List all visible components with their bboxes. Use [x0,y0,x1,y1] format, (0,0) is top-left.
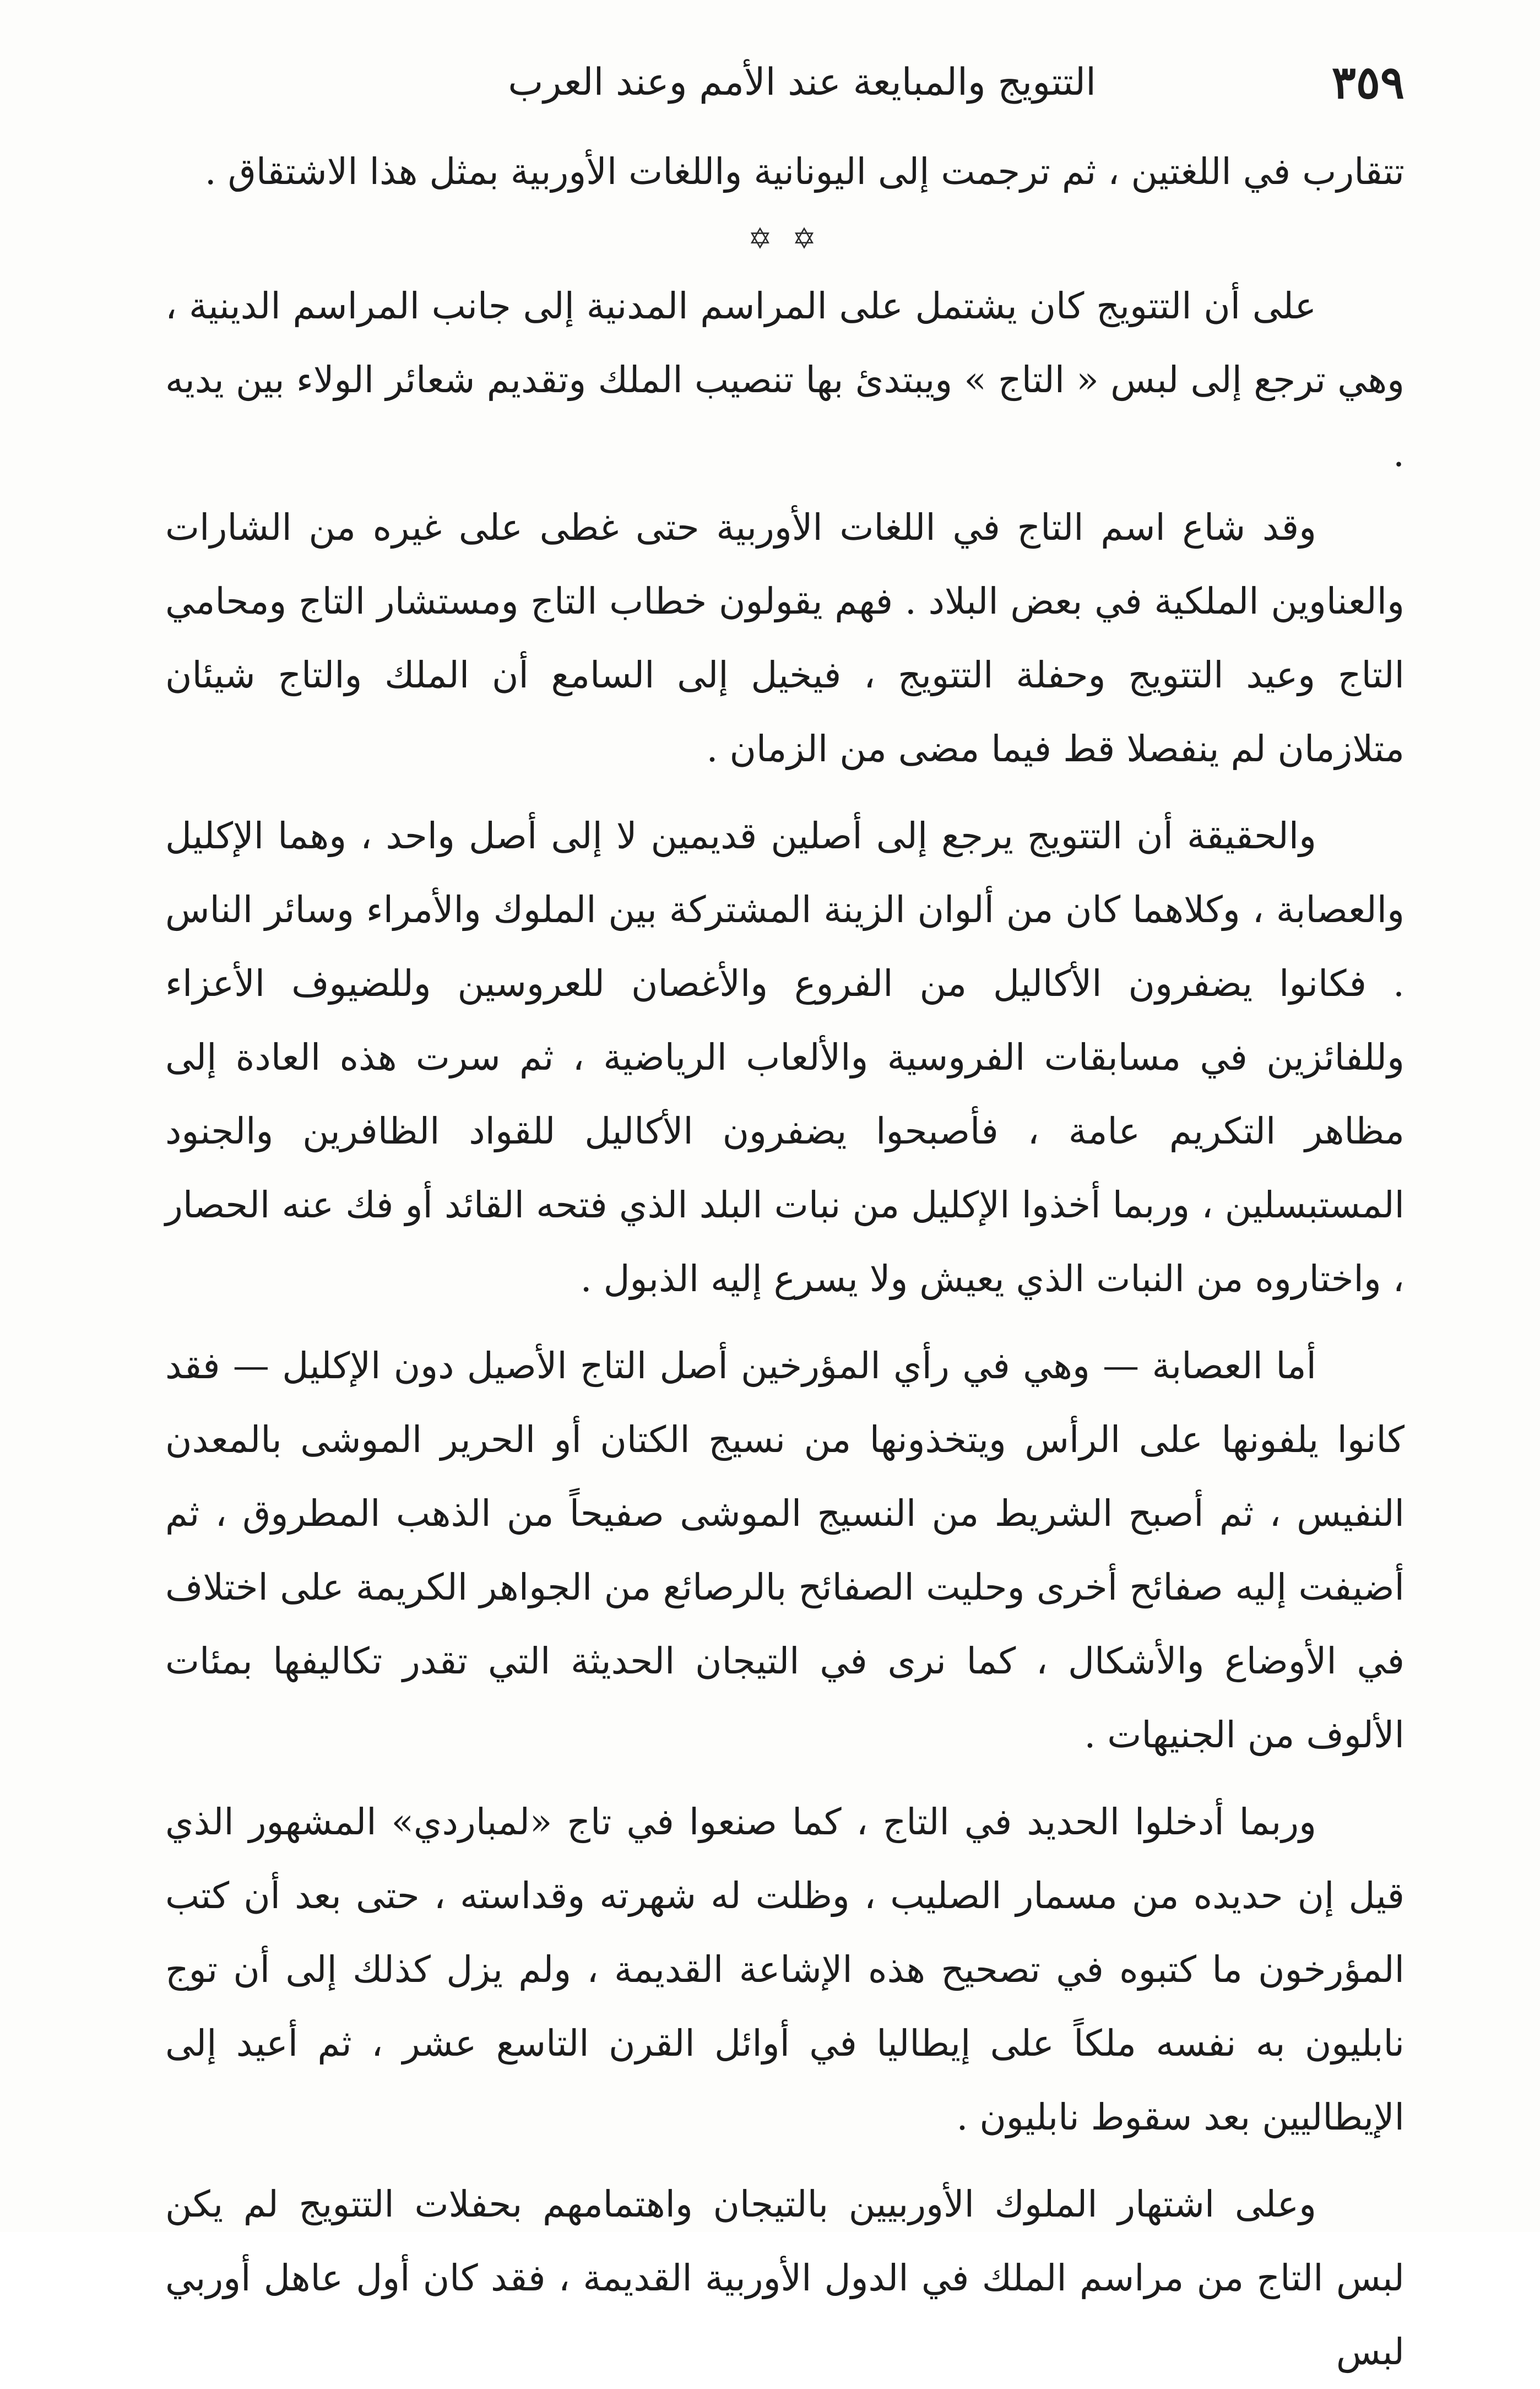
paragraph: وربما أدخلوا الحديد في التاج ، كما صنعوا في تاج «لمباردي» المشهور الذي قيل إن حديده من مسمار الصليب ، وظلت له شهرته وقداسته ، حتى بعد أن كتب المؤرخون ما كتبوه في تصحيح هذه الإشاعة القديمة ، ولم يزل كذلك إلى أن توج نابليون به نفسه ملكاً على إيطاليا في أوائل القرن التاسع عشر ، ثم أعيد إلى الإيطاليين بعد سقوط نابليون . [165,1801,1405,2138]
running-header [165,52,1405,113]
paragraph-continued: تتقارب في اللغتين ، ثم ترجمت إلى اليونانية واللغات الأوربية بمثل هذا الاشتقاق . [204,150,1405,193]
body-text [165,135,1405,2389]
paragraph: والحقيقة أن التتويج يرجع إلى أصلين قديمين لا إلى أصل واحد ، وهما الإكليل والعصابة ، وكلاهما كان من ألوان الزينة المشتركة بين الملوك والأمراء وسائر الناس . فكانوا يضفرون الأكاليل من الفروع والأغصان للعروسين وللضيوف الأعزاء وللفائزين في مسابقات الفروسية والألعاب الرياضية ، ثم سرت هذه العادة إلى مظاهر التكريم عامة ، فأصبحوا يضفرون الأكاليل للقواد الظافرين والجنود المستبسلين ، وربما أخذوا الإكليل من نبات البلد الذي فتحه القائد أو فك عنه الحصار ، واختاروه من النبات الذي يعيش ولا يسرع إليه الذبول . [165,815,1405,1300]
page-number: ٣٥٩ [1331,56,1405,109]
running-title: التتويج والمبايعة عند الأمم وعند العرب [508,61,1096,104]
section-ornament-icon: ✡ ✡ [748,223,822,256]
paragraph: على أن التتويج كان يشتمل على المراسم المدنية إلى جانب المراسم الدينية ، وهي ترجع إلى لبس « التاج » ويبتدئ بها تنصيب الملك وتقديم شعائر الولاء بين يديه . [165,285,1405,475]
paragraph: وقد شاع اسم التاج في اللغات الأوربية حتى غطى على غيره من الشارات والعناوين الملكية في بعض البلاد . فهم يقولون خطاب التاج ومستشار التاج ومحامي التاج وعيد التتويج وحفلة التتويج ، فيخيل إلى السامع أن الملك والتاج شيئان متلازمان لم ينفصلا قط فيما مضى من الزمان . [165,506,1405,770]
paragraph: أما العصابة — وهي في رأي المؤرخين أصل التاج الأصيل دون الإكليل — فقد كانوا يلفونها على الرأس ويتخذونها من نسيج الكتان أو الحرير الموشى بالمعدن النفيس ، ثم أصبح الشريط من النسيج الموشى صفيحاً من الذهب المطروق ، ثم أضيفت إليه صفائح أخرى وحليت الصفائح بالرصائع من الجواهر الكريمة على اختلاف في الأوضاع والأشكال ، كما نرى في التيجان الحديثة التي تقدر تكاليفها بمئات الألوف من الجنيهات . [165,1345,1405,1756]
paragraph: وعلى اشتهار الملوك الأوربيين بالتيجان واهتمامهم بحفلات التتويج لم يكن لبس التاج من مراسم الملك في الدول الأوربية القديمة ، فقد كان أول عاهل أوربي لبس [165,2183,1405,2373]
